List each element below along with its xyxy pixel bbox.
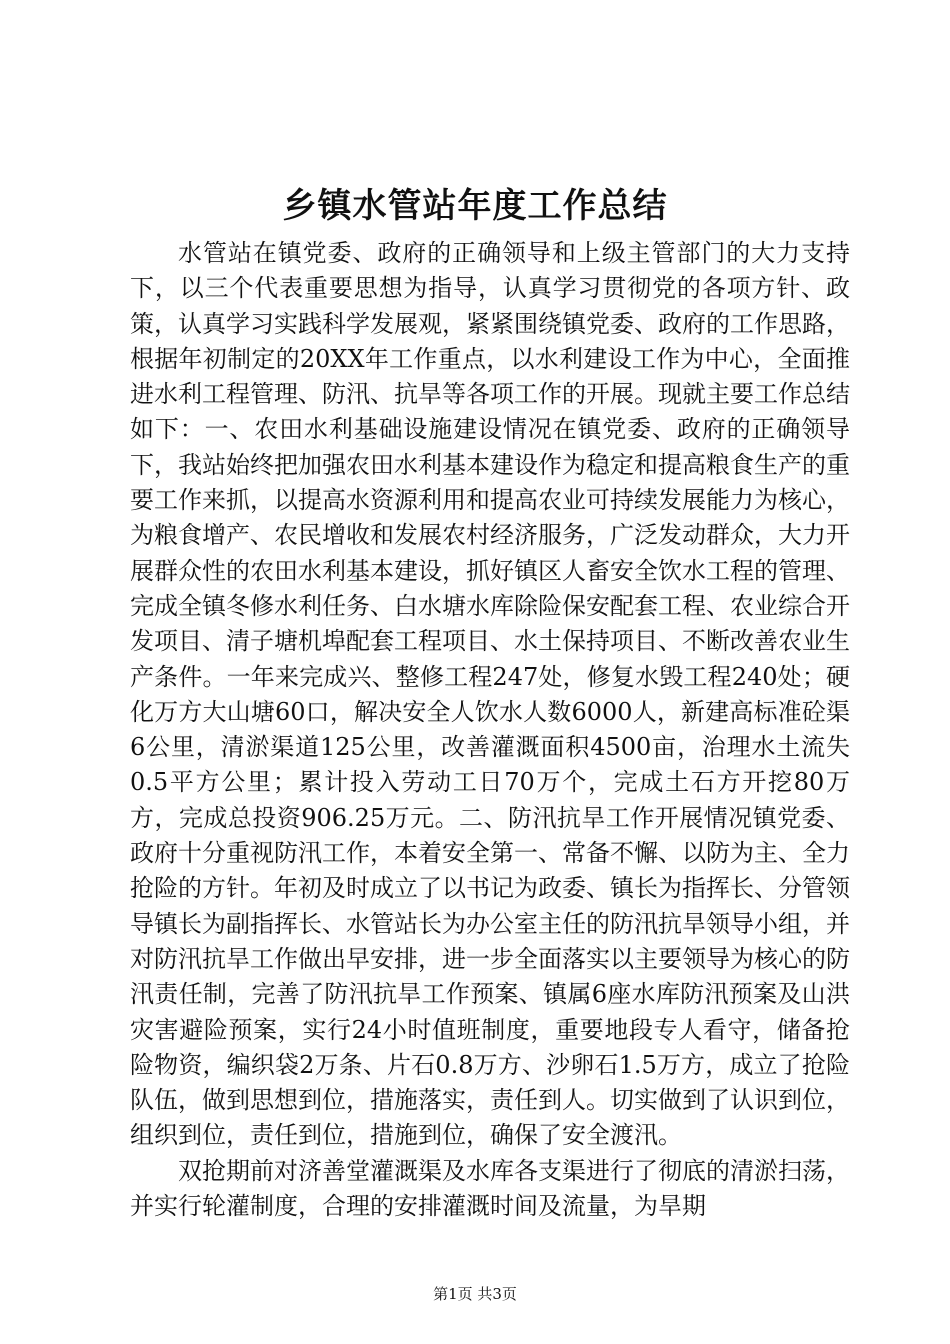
page-footer: 第1页 共3页 — [433, 1285, 517, 1303]
document-title: 乡镇水管站年度工作总结 — [282, 186, 668, 226]
paragraph-2: 双抢期前对济善堂灌溉渠及水库各支渠进行了彻底的清淤扫荡，并实行轮灌制度，合理的安排灌溉时间及流量，为旱期 — [130, 1156, 850, 1221]
document-body — [130, 236, 850, 1224]
paragraph-1: 水管站在镇党委、政府的正确领导和上级主管部门的大力支持下，以三个代表重要思想为指导，认真学习贯彻党的各项方针、政策，认真学习实践科学发展观，紧紧围绕镇党委、政府的工作思路，根据年初制定的20XX年工作重点，以水利建设工作为中心，全面推进水利工程管理、防汛、抗旱等各项工作的开展。现就主要工作总结如下：一、农田水利基础设施建设情况在镇党委、政府的正确领导下，我站始终把加强农田水利基本建设作为稳定和提高粮食生产的重要工作来抓，以提高水资源利用和提高农业可持续发展能力为核心，为粮食增产、农民增收和发展农村经济服务，广泛发动群众，大力开展群众性的农田水利基本建设，抓好镇区人畜安全饮水工程的管理、完成全镇冬修水利任务、白水塘水库除险保安配套工程、农业综合开发项目、清子塘机埠配套工程项目、水土保持项目、不断改善农业生产条件。一年来完成兴、整修工程247处，修复水毁工程240处；硬化万方大山塘60口，解决安全人饮水人数6000人，新建高标准砼渠6公里，清淤渠道125公里，改善灌溉面积4500亩，治理水土流失0.5平方公里；累计投入劳动工日70万个，完成土石方开挖80万方，完成总投资906.25万元。二、防汛抗旱工作开展情况镇党委、政府十分重视防汛工作，本着安全第一、常备不懈、以防为主、全力抢险的方针。年初及时成立了以书记为政委、镇长为指挥长、分管领导镇长为副指挥长、水管站长为办公室主任的防汛抗旱领导小组，并对防汛抗旱工作做出早安排，进一步全面落实以主要领导为核心的防汛责任制，完善了防汛抗旱工作预案、镇属6座水库防汛预案及山洪灾害避险预案，实行24小时值班制度，重要地段专人看守，储备抢险物资，编织袋2万条、片石0.8万方、沙卵石1.5万方，成立了抢险队伍，做到思想到位，措施落实，责任到人。切实做到了认识到位，组织到位，责任到位，措施到位，确保了安全渡汛。 — [130, 239, 850, 1150]
